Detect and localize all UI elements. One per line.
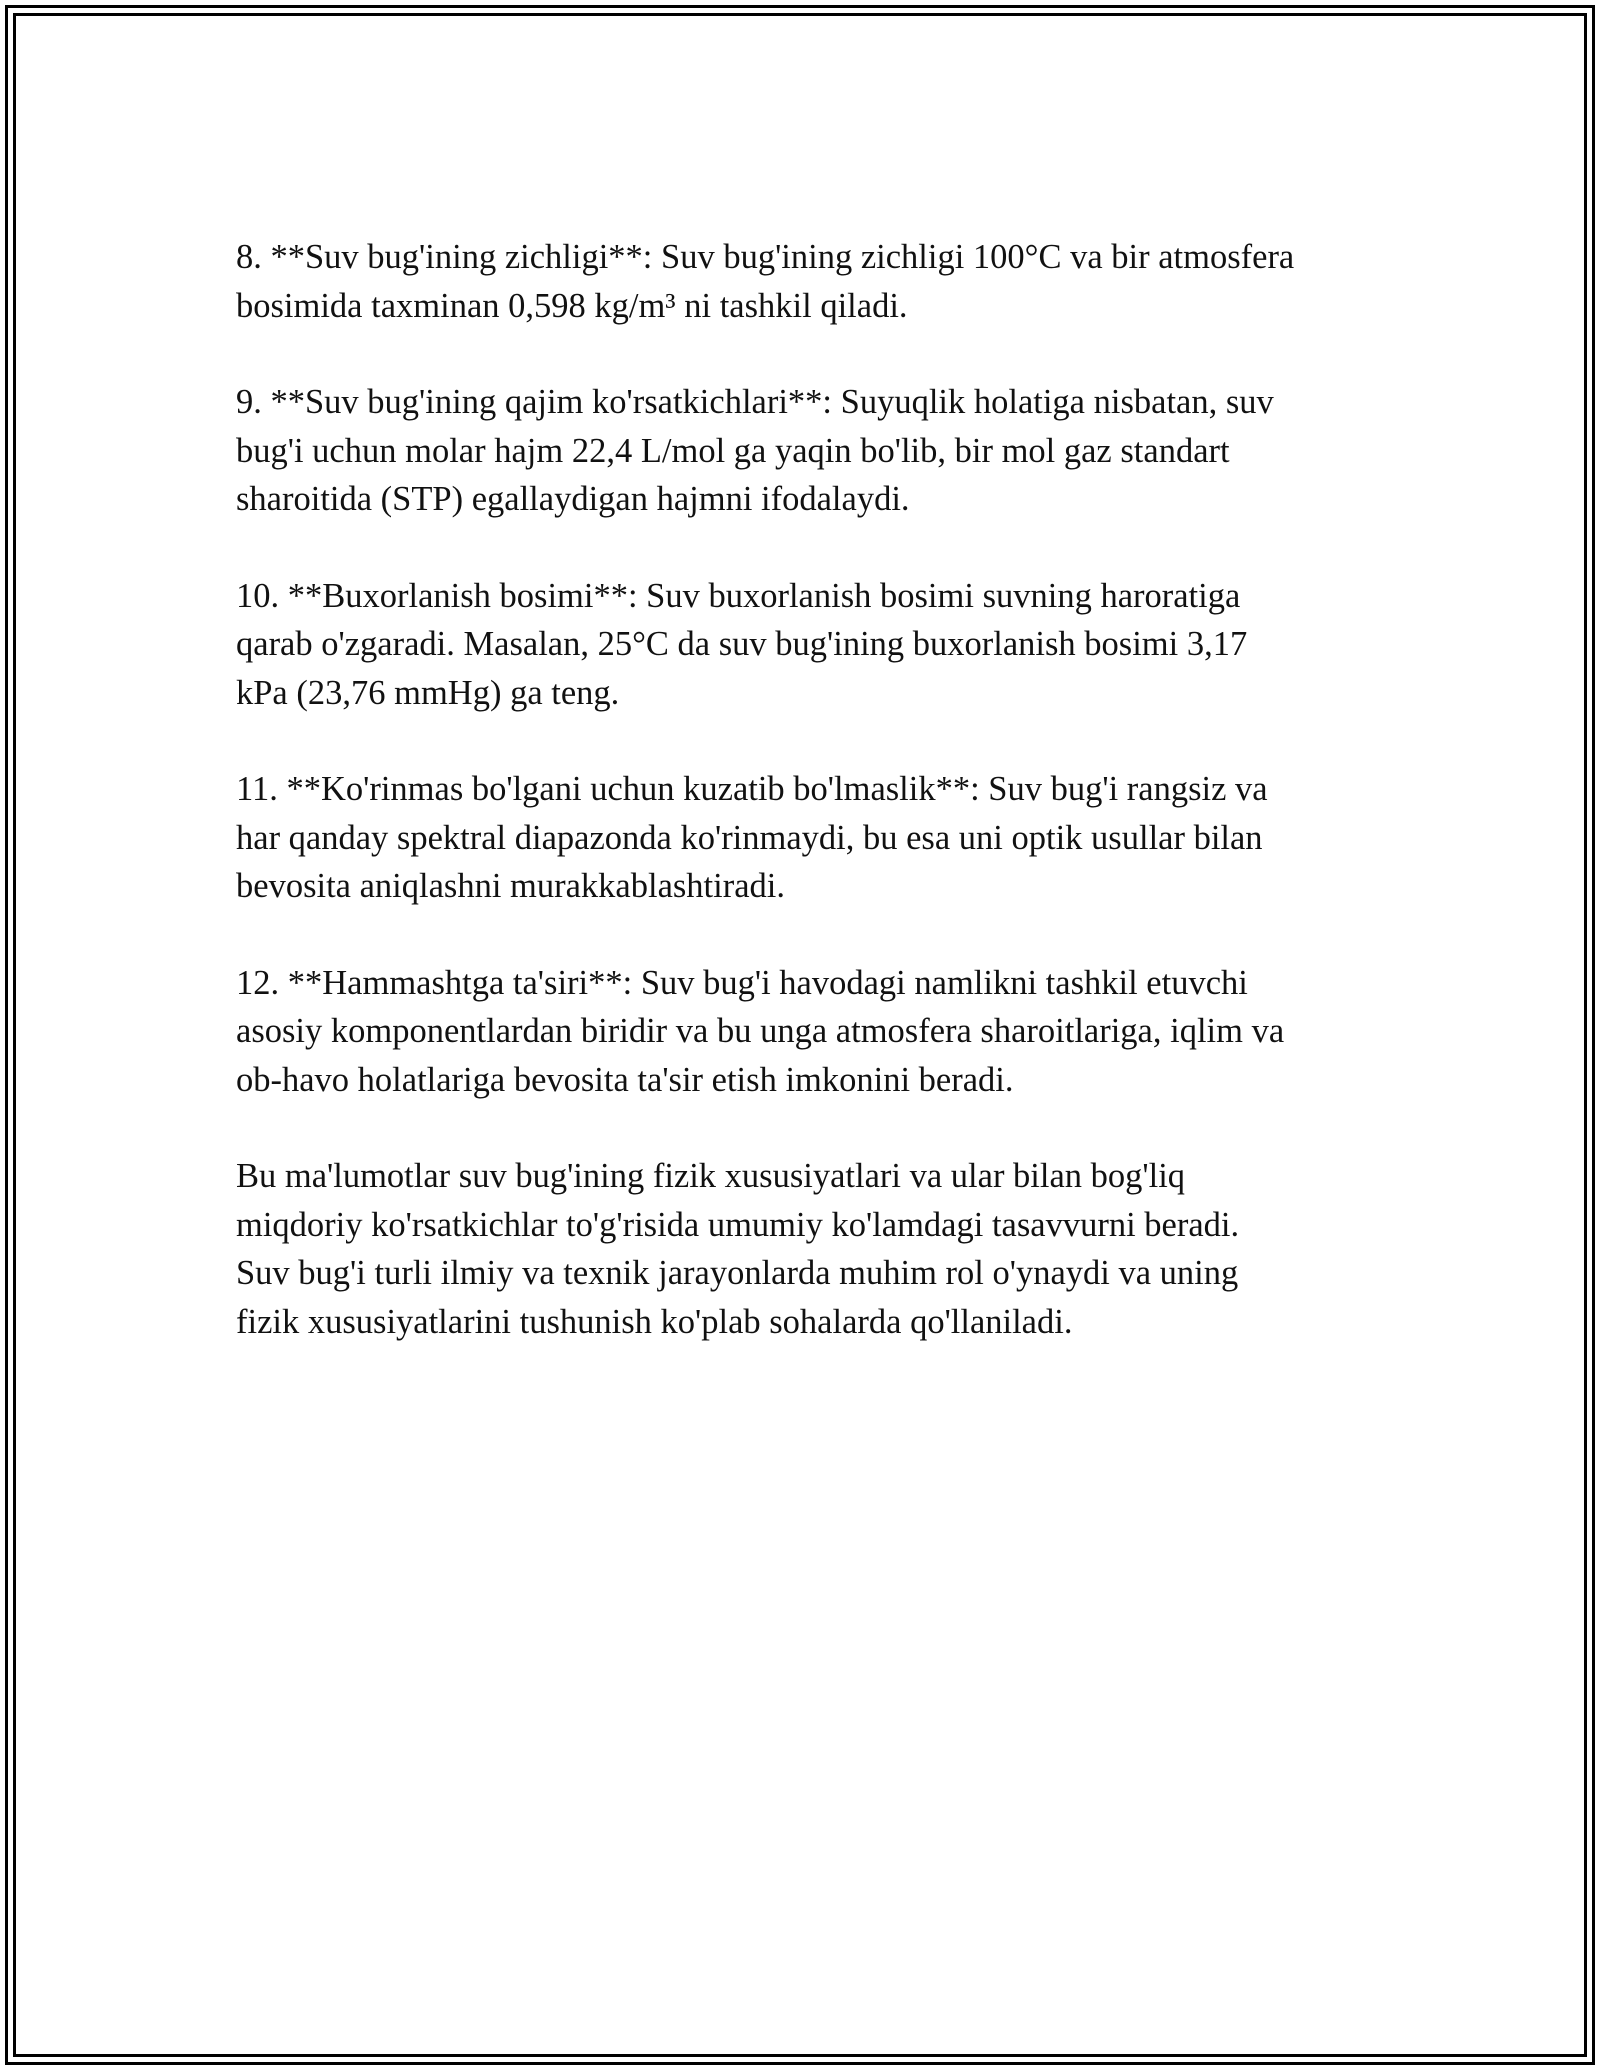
paragraph-item-11: 11. **Ko'rinmas bo'lgani uchun kuzatib bo'lmaslik**: Suv bug'i rangsiz va har qanday spektral diapazonda ko'rinmaydi, bu esa uni optik usullar bilan bevosita aniqlashni murakkablashtiradi. [236, 770, 1268, 905]
document-body [236, 233, 1376, 1394]
paragraph-item-12: 12. **Hammashtga ta'siri**: Suv bug'i havodagi namlikni tashkil etuvchi asosiy komponentlardan biridir va bu unga atmosfera sharoitlariga, iqlim va ob-havo holatlariga bevosita ta'sir etish imkonini beradi. [236, 963, 1285, 1099]
paragraph-item-9: 9. **Suv bug'ining qajim ko'rsatkichlari**: Suyuqlik holatiga nisbatan, suv bug'i uchun molar hajm 22,4 L/mol ga yaqin bo'lib, bir mol gaz standart sharoitida (STP) egallaydigan hajmni ifodalaydi. [236, 383, 1274, 518]
paragraph-item-8: 8. **Suv bug'ining zichligi**: Suv bug'ining zichligi 100°C va bir atmosfera bosimida taxminan 0,598 kg/m³ ni tashkil qiladi. [236, 238, 1295, 325]
paragraph-item-10: 10. **Buxorlanish bosimi**: Suv buxorlanish bosimi suvning haroratiga qarab o'zgaradi. Masalan, 25°C da suv bug'ining buxorlanish bosimi 3,17 kPa (23,76 mmHg) ga teng. [236, 576, 1248, 712]
paragraph-summary: Bu ma'lumotlar suv bug'ining fizik xususiyatlari va ular bilan bog'liq miqdoriy ko'rsatkichlar to'g'risida umumiy ko'lamdagi tasavvurni beradi. Suv bug'i turli ilmiy va texnik jarayonlarda muhim rol o'ynaydi va uning fizik xususiyatlarini tushunish ko'plab sohalarda qo'llaniladi. [236, 1157, 1240, 1341]
